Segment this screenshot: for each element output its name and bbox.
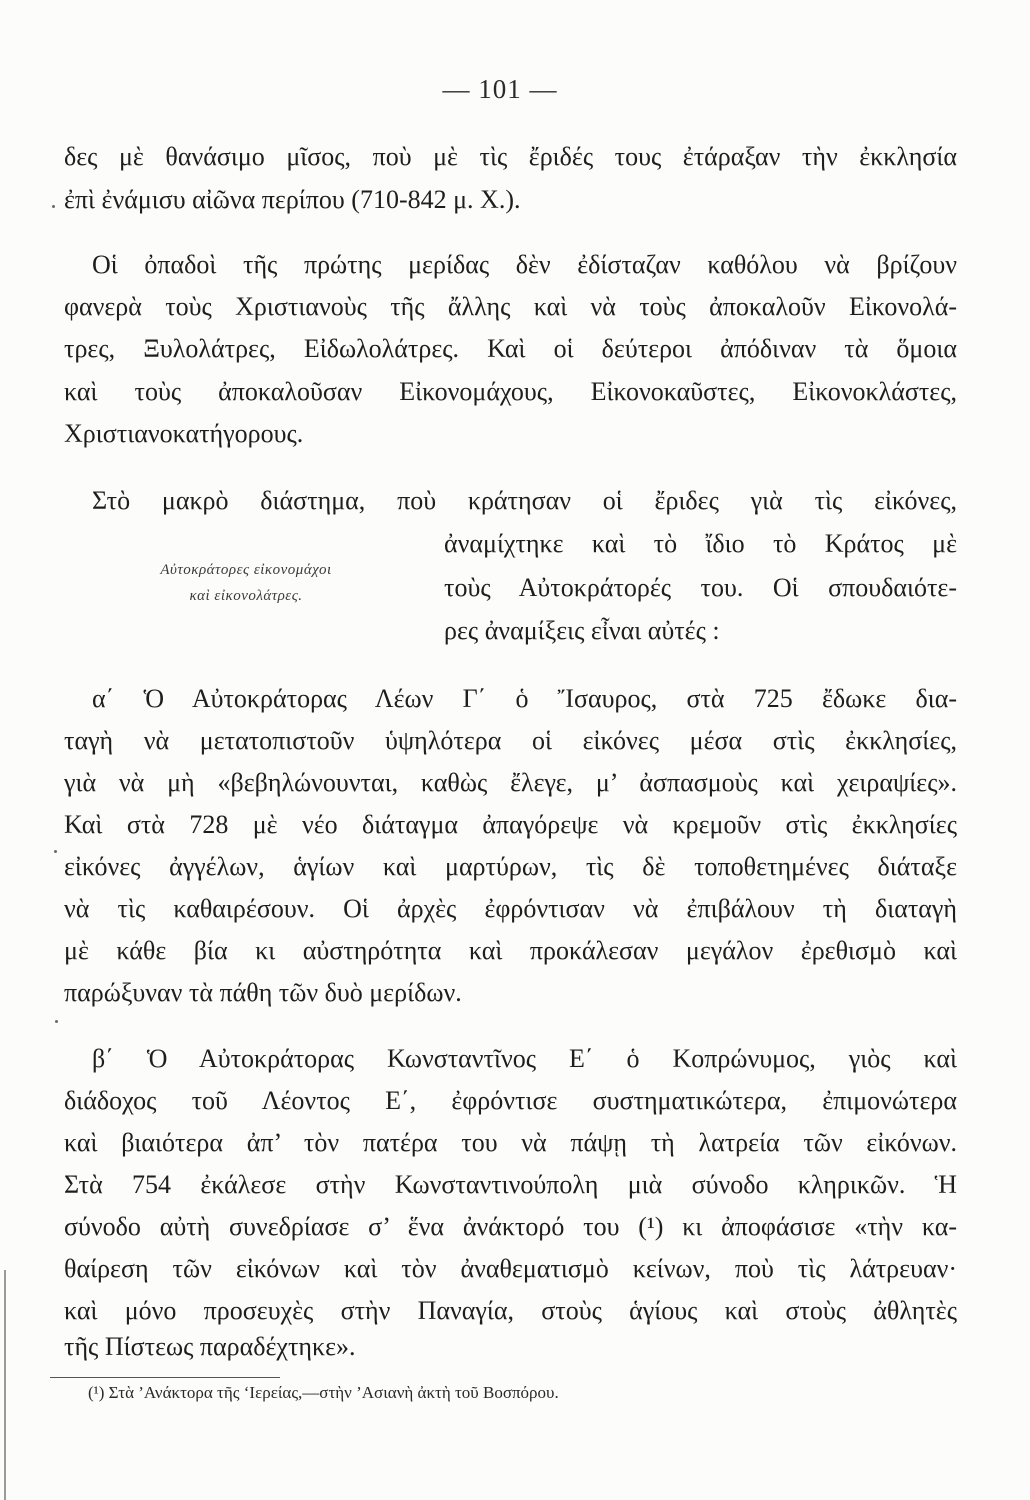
text-line: β΄ Ὁ Αὐτοκράτορας Κωνσταντῖνος Ε΄ ὁ Κοπρώνυμος, γιὸς καὶ (92, 1044, 957, 1073)
margin-note-line: Αὐτοκράτορες εἰκονομάχοι (160, 562, 332, 578)
text-line: ἀναμίχτηκε καὶ τὸ ἴδιο τὸ Κράτος μὲ (444, 529, 957, 558)
text-line: τοὺς Αὐτοκράτορές του. Οἱ σπουδαιότε- (444, 573, 957, 602)
text-line: Οἱ ὀπαδοὶ τῆς πρώτης μερίδας δὲν ἐδίσταζαν καθόλου νὰ βρίζουν (92, 250, 957, 279)
text-line: φανερὰ τοὺς Χριστιανοὺς τῆς ἄλλης καὶ νὰ τοὺς ἀποκαλοῦν Εἰκονολά- (64, 292, 957, 321)
scan-speck (52, 205, 55, 208)
text-line: ἐπὶ ἐνάμισυ αἰῶνα περίπου (710-842 μ. Χ.). (64, 185, 521, 214)
text-line: θαίρεση τῶν εἰκόνων καὶ τὸν ἀναθεματισμὸ κείνων, ποὺ τὶς λάτρευαν· (64, 1254, 957, 1283)
text-line: Χριστιανοκατήγορους. (64, 419, 304, 448)
scan-speck (54, 850, 57, 853)
text-line: εἰκόνες ἀγγέλων, ἁγίων καὶ μαρτύρων, τὶς δὲ τοποθετημένες διάταξε (64, 852, 957, 881)
text-line: νὰ τὶς καθαιρέσουν. Οἱ ἀρχὲς ἐφρόντισαν νὰ ἐπιβάλουν τὴ διαταγὴ (64, 894, 957, 923)
text-line: τῆς Πίστεως παραδέχτηκε». (64, 1332, 356, 1361)
footnote-rule (50, 1377, 280, 1378)
footnote: (¹) Στὰ ’Ανάκτορα τῆς ‘Ιερείας,—στὴν ’Ασιανὴ ἀκτὴ τοῦ Βοσπόρου. (88, 1383, 559, 1402)
text-line: διάδοχος τοῦ Λέοντος Ε΄, ἐφρόντισε συστηματικώτερα, ἐπιμονώτερα (64, 1086, 957, 1115)
text-line: ρες ἀναμίξεις εἶναι αὐτές : (444, 616, 720, 645)
text-line: καὶ τοὺς ἀποκαλοῦσαν Εἰκονομάχους, Εἰκονοκαῦστες, Εἰκονοκλάστες, (64, 377, 957, 406)
text-line: ταγὴ νὰ μετατοπιστοῦν ὑψηλότερα οἱ εἰκόνες μέσα στὶς ἐκκλησίες, (64, 726, 957, 755)
page-number: — 101 — (442, 74, 558, 104)
margin-note-line: καὶ εἰκονολάτρες. (189, 588, 303, 604)
text-line: γιὰ νὰ μὴ «βεβηλώνουνται, καθὼς ἔλεγε, μ’ ἀσπασμοὺς καὶ χειραψίες». (64, 768, 957, 797)
text-line: σύνοδο αὐτὴ συνεδρίασε σ’ ἕνα ἀνάκτορό του (¹) κι ἀποφάσισε «τὴν κα- (64, 1212, 957, 1241)
text-line: καὶ μόνο προσευχὲς στὴν Παναγία, στοὺς ἁγίους καὶ στοὺς ἀθλητὲς (64, 1296, 957, 1325)
scan-edge-mark (4, 1270, 6, 1500)
text-line: Καὶ στὰ 728 μὲ νέο διάταγμα ἀπαγόρεψε νὰ κρεμοῦν στὶς ἐκκλησίες (64, 810, 957, 839)
text-line: Στὰ 754 ἐκάλεσε στὴν Κωνσταντινούπολη μιὰ σύνοδο κληρικῶν. Ἡ (64, 1170, 957, 1199)
text-line: δες μὲ θανάσιμο μῖσος, ποὺ μὲ τὶς ἔριδές τους ἐτάραξαν τὴν ἐκκλησία (64, 142, 957, 171)
text-line: α΄ Ὁ Αὐτοκράτορας Λέων Γ΄ ὁ Ἴσαυρος, στὰ 725 ἔδωκε δια- (92, 684, 957, 713)
text-line: μὲ κάθε βία κι αὐστηρότητα καὶ προκάλεσαν μεγάλον ἐρεθισμὸ καὶ (64, 936, 957, 965)
margin-note (76, 557, 416, 609)
text-line: τρες, Ξυλολάτρες, Εἰδωλολάτρες. Καὶ οἱ δεύτεροι ἀπόδιναν τὰ ὅμοια (64, 334, 957, 363)
text-line: παρώξυναν τὰ πάθη τῶν δυὸ μερίδων. (64, 978, 462, 1007)
text-line: Στὸ μακρὸ διάστημα, ποὺ κράτησαν οἱ ἔριδες γιὰ τὶς εἰκόνες, (92, 486, 957, 515)
scan-speck (55, 1020, 58, 1023)
text-line: καὶ βιαιότερα ἀπ’ τὸν πατέρα του νὰ πάψῃ τὴ λατρεία τῶν εἰκόνων. (64, 1128, 957, 1157)
